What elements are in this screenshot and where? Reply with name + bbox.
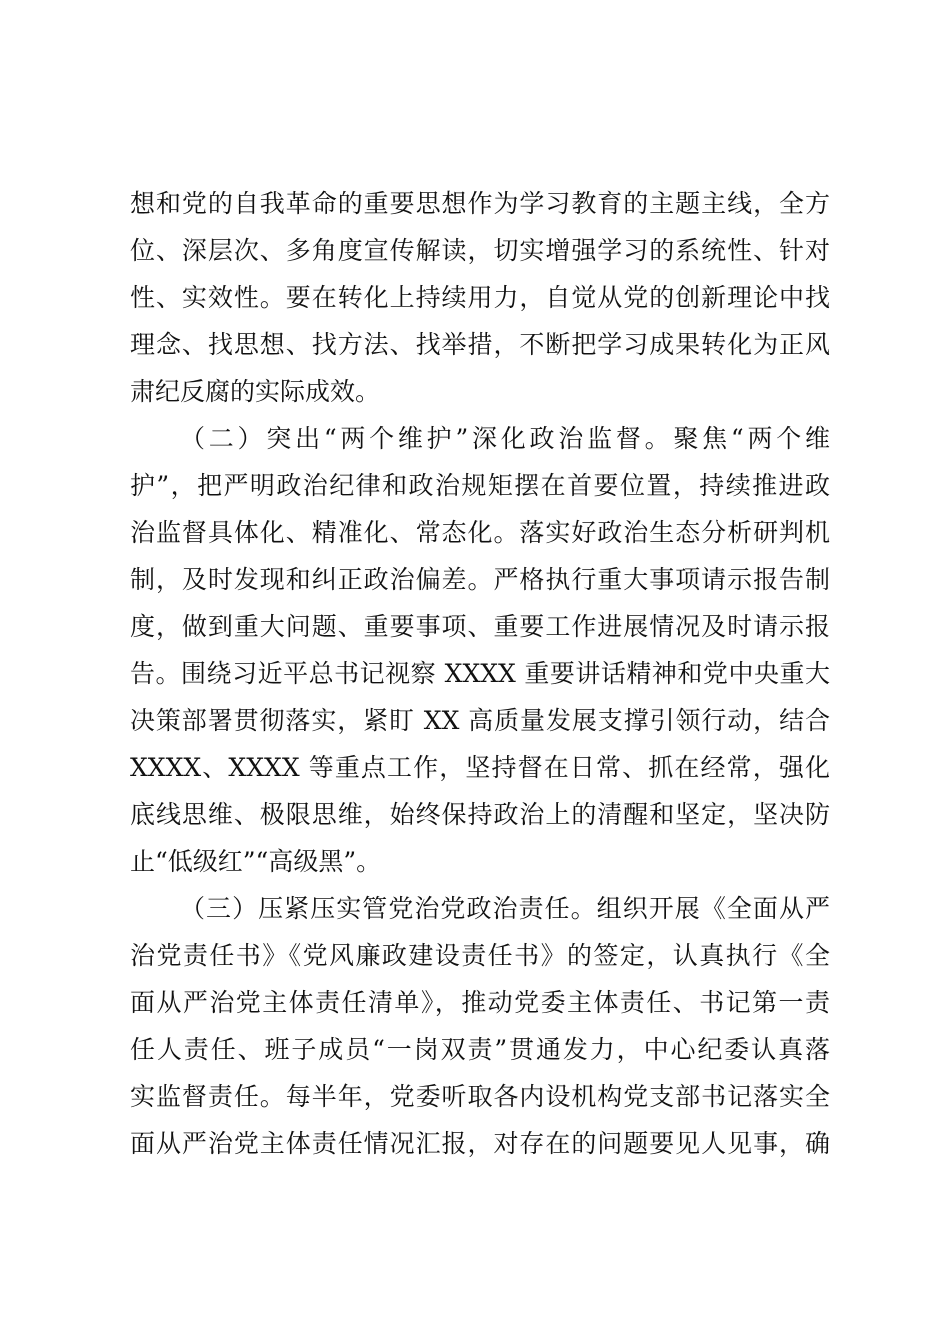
text-line: 实监督责任。每半年，党委听取各内设机构党支部书记落实全 <box>130 1082 830 1111</box>
text-line: 肃纪反腐的实际成效。 <box>130 377 381 406</box>
text-line: 想和党的自我革命的重要思想作为学习教育的主题主线，全方 <box>130 189 830 218</box>
text-line: 止“低级红”“高级黑”。 <box>130 847 382 876</box>
text-line: 告。围绕习近平总书记视察 XXXX 重要讲话精神和党中央重大 <box>130 659 830 688</box>
text-line: 理念、找思想、找方法、找举措，不断把学习成果转化为正风 <box>130 330 830 359</box>
text-line: 护”，把严明政治纪律和政治规矩摆在首要位置，持续推进政 <box>130 471 830 500</box>
section-heading-line: （三）压紧压实管党治党政治责任。组织开展《全面从严 <box>180 894 830 923</box>
text-line: 位、深层次、多角度宣传解读，切实增强学习的系统性、针对 <box>130 236 830 265</box>
text-line: 决策部署贯彻落实，紧盯 XX 高质量发展支撑引领行动，结合 <box>130 706 830 735</box>
text-line: 面从严治党主体责任情况汇报，对存在的问题要见人见事，确 <box>130 1129 830 1158</box>
text-line: 任人责任、班子成员“一岗双责”贯通发力，中心纪委认真落 <box>130 1035 830 1064</box>
text-line: 治党责任书》《党风廉政建设责任书》的签定，认真执行《全 <box>130 941 830 970</box>
section-heading-line: （二）突出“两个维护”深化政治监督。聚焦“两个维 <box>180 424 830 453</box>
text-line: 度，做到重大问题、重要事项、重要工作进展情况及时请示报 <box>130 612 830 641</box>
text-line: 治监督具体化、精准化、常态化。落实好政治生态分析研判机 <box>130 518 830 547</box>
text-line: 制，及时发现和纠正政治偏差。严格执行重大事项请示报告制 <box>130 565 830 594</box>
text-line: 性、实效性。要在转化上持续用力，自觉从党的创新理论中找 <box>130 283 830 312</box>
body-text <box>130 180 830 1167</box>
text-line: XXXX、XXXX 等重点工作，坚持督在日常、抓在经常，强化 <box>130 753 830 782</box>
text-line: 面从严治党主体责任清单》，推动党委主体责任、书记第一责 <box>130 988 830 1017</box>
text-line: 底线思维、极限思维，始终保持政治上的清醒和坚定，坚决防 <box>130 800 830 829</box>
